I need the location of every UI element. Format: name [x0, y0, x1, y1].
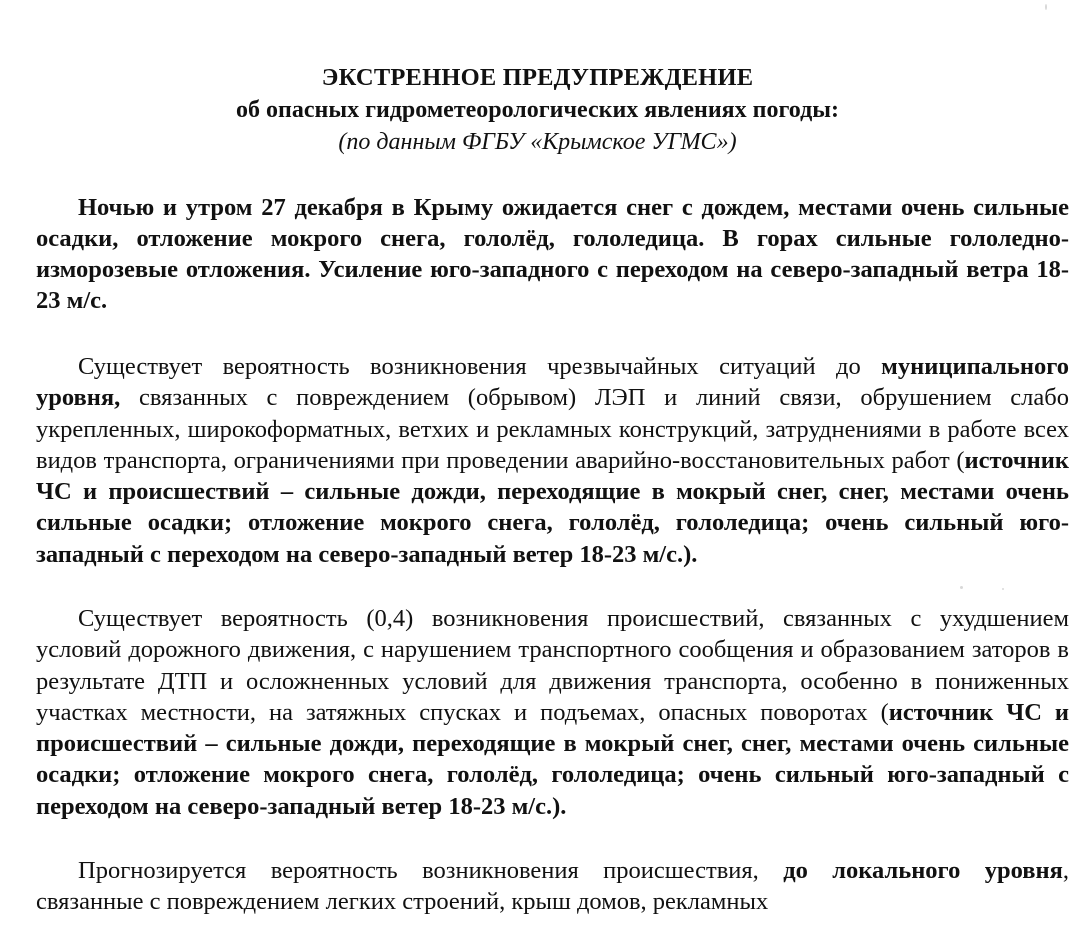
scan-speck: [1045, 4, 1047, 10]
warning-paragraph: Ночью и утром 27 декабря в Крыму ожидается снег с дождем, местами очень сильные осадки, отложение мокрого снега, гололёд, гололедица. В горах сильные гололедно-изморозевые отложения. Усиление юго-западного с переходом на северо-западный ветра 18-23 м/с.: [36, 194, 1069, 314]
para3-text-2: , связанные с повреждением легких строений, крыш домов, рекламных: [36, 857, 1069, 916]
para2-text-1: Существует вероятность (0,4) возникновения происшествий, связанных с ухудшением условий дорожного движения, с нарушением транспортного сообщения и образованием заторов в результате ДТП и осложненных условий для движения транспорта, особенно в пониженных участках местности, на затяжных спусках и подъемах, опасных поворотах (: [36, 605, 1069, 726]
para1-text-2: связанных с повреждением (обрывом) ЛЭП и линий связи, обрушением слабо укрепленных, широкоформатных, ветхих и рекламных конструкций, затруднениями в работе всех видов транспорта, ограничениями при проведении аварийно-восстановительных работ (: [36, 384, 1069, 474]
para3-text-1: Прогнозируется вероятность возникновения происшествия,: [78, 857, 784, 884]
forecast-paragraph: [36, 855, 1069, 918]
scan-speck: [960, 586, 963, 589]
para1-text-1: Существует вероятность возникновения чрезвычайных ситуаций до: [78, 353, 882, 380]
para1-bold-level: муниципального уровня,: [36, 353, 1069, 412]
road-incident-paragraph: [36, 603, 1069, 822]
document-source: (по данным ФГБУ «Крымское УГМС»): [338, 129, 737, 155]
para1-bold-source: источник ЧС и происшествий – сильные дожди, переходящие в мокрый снег, снег, местами очень сильные осадки; отложение мокрого снега, гололёд, гололедица; очень сильный юго-западный с переходом на северо-западный ветер 18-23 м/с.).: [36, 446, 1069, 568]
scan-speck: [1002, 588, 1004, 590]
para3-bold-level: до локального уровня: [783, 857, 1063, 884]
para2-bold-source: источник ЧС и происшествий – сильные дожди, переходящие в мокрый снег, снег, местами очень сильные осадки; отложение мокрого снега, гололёд, гололедица; очень сильный юго-западный с переходом на северо-западный ветер 18-23 м/с.).: [36, 698, 1069, 820]
emergency-probability-paragraph: [36, 351, 1069, 570]
document-subtitle: об опасных гидрометеорологических явлениях погоды:: [236, 97, 839, 123]
document-title: ЭКСТРЕННОЕ ПРЕДУПРЕЖДЕНИЕ: [321, 64, 754, 91]
